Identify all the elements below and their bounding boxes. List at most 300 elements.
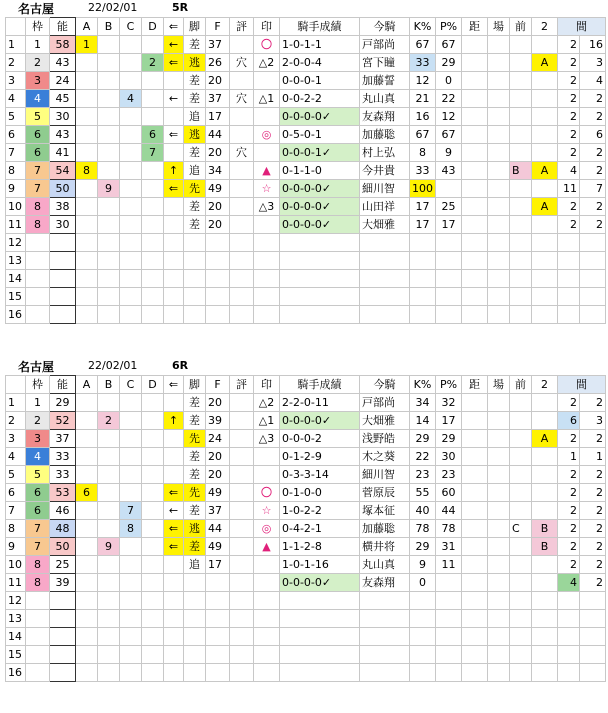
record-cell: 0-0-0-0✓: [280, 198, 360, 216]
header-blank: [6, 376, 26, 394]
col-b-cell: [98, 664, 120, 682]
kyo-cell: [462, 394, 488, 412]
record-cell: 0-0-0-0✓: [280, 216, 360, 234]
f-cell: 49: [206, 180, 230, 198]
jockey-cell: 今井貴: [360, 162, 410, 180]
record-cell: 0-0-0-2: [280, 430, 360, 448]
nou-cell: 45: [50, 90, 76, 108]
mae-cell: [510, 556, 532, 574]
col-b-cell: [98, 36, 120, 54]
column-header[interactable]: P%: [436, 18, 462, 36]
k-percent-cell: 33: [410, 54, 436, 72]
kyo-cell: [462, 270, 488, 288]
column-header[interactable]: 場: [488, 18, 510, 36]
f-cell: 20: [206, 216, 230, 234]
hyo-cell: [230, 126, 254, 144]
k-percent-cell: 8: [410, 144, 436, 162]
two-cell: [532, 574, 558, 592]
p-percent-cell: [436, 288, 462, 306]
col-a-cell: [76, 54, 98, 72]
row-number: 11: [6, 216, 26, 234]
column-header[interactable]: F: [206, 18, 230, 36]
column-header[interactable]: 2: [532, 376, 558, 394]
table-row[interactable]: [6, 412, 606, 430]
record-cell: 0-0-0-0✓: [280, 108, 360, 126]
jockey-cell: 横井将: [360, 538, 410, 556]
column-header[interactable]: 騎手成績: [280, 18, 360, 36]
col-d-cell: [142, 646, 164, 664]
kan2-cell: [580, 234, 606, 252]
mark-cell: [254, 288, 280, 306]
table-row[interactable]: [6, 430, 606, 448]
f-cell: [206, 628, 230, 646]
kyaku-cell: [184, 288, 206, 306]
kan2-cell: [580, 646, 606, 664]
waku-cell: 1: [26, 394, 50, 412]
table-row[interactable]: [6, 288, 606, 306]
two-cell: [532, 412, 558, 430]
kyaku-cell: 差: [184, 466, 206, 484]
column-header[interactable]: 印: [254, 18, 280, 36]
jockey-cell: 細川智: [360, 180, 410, 198]
table-row[interactable]: [6, 610, 606, 628]
ba-cell: [488, 538, 510, 556]
waku-cell: [26, 610, 50, 628]
column-header[interactable]: 騎手成績: [280, 376, 360, 394]
kan1-cell: 4: [558, 574, 580, 592]
column-header[interactable]: 枠: [26, 376, 50, 394]
column-header[interactable]: 間: [558, 376, 606, 394]
f-cell: [206, 252, 230, 270]
hyo-cell: [230, 198, 254, 216]
arrow-cell: [164, 144, 184, 162]
mae-cell: [510, 394, 532, 412]
f-cell: [206, 664, 230, 682]
record-cell: [280, 306, 360, 324]
column-header[interactable]: C: [120, 376, 142, 394]
nou-cell: [50, 234, 76, 252]
p-percent-cell: 32: [436, 394, 462, 412]
arrow-cell: ⇐: [164, 538, 184, 556]
jockey-cell: 菅原辰: [360, 484, 410, 502]
mae-cell: [510, 216, 532, 234]
hyo-cell: [230, 664, 254, 682]
table-row[interactable]: [6, 234, 606, 252]
col-a-cell: [76, 412, 98, 430]
col-c-cell: [120, 610, 142, 628]
column-header[interactable]: 距: [462, 18, 488, 36]
column-header[interactable]: 場: [488, 376, 510, 394]
kan1-cell: [558, 252, 580, 270]
k-percent-cell: 100: [410, 180, 436, 198]
col-d-cell: [142, 90, 164, 108]
col-a-cell: [76, 610, 98, 628]
arrow-cell: [164, 628, 184, 646]
column-header[interactable]: 評: [230, 18, 254, 36]
two-cell: B: [532, 520, 558, 538]
k-percent-cell: 23: [410, 466, 436, 484]
kan2-cell: 2: [580, 90, 606, 108]
col-a-cell: [76, 520, 98, 538]
table-header-row: [6, 18, 606, 36]
p-percent-cell: 25: [436, 198, 462, 216]
row-number: 5: [6, 108, 26, 126]
mae-cell: [510, 144, 532, 162]
k-percent-cell: 16: [410, 108, 436, 126]
column-header[interactable]: 能: [50, 18, 76, 36]
mark-cell: [254, 234, 280, 252]
col-d-cell: [142, 36, 164, 54]
col-b-cell: [98, 556, 120, 574]
jockey-cell: [360, 288, 410, 306]
kan1-cell: 2: [558, 484, 580, 502]
header-blank: [6, 18, 26, 36]
column-header[interactable]: 印: [254, 376, 280, 394]
hyo-cell: 穴: [230, 90, 254, 108]
col-a-cell: [76, 664, 98, 682]
two-cell: [532, 180, 558, 198]
hyo-cell: [230, 592, 254, 610]
table-row[interactable]: [6, 502, 606, 520]
table-row[interactable]: [6, 144, 606, 162]
kan1-cell: 2: [558, 144, 580, 162]
kan2-cell: 2: [580, 108, 606, 126]
table-row[interactable]: [6, 592, 606, 610]
column-header[interactable]: B: [98, 18, 120, 36]
column-header[interactable]: D: [142, 18, 164, 36]
table-row[interactable]: [6, 72, 606, 90]
k-percent-cell: [410, 646, 436, 664]
k-percent-cell: 22: [410, 448, 436, 466]
col-c-cell: [120, 394, 142, 412]
col-b-cell: [98, 108, 120, 126]
col-d-cell: [142, 610, 164, 628]
kyaku-cell: [184, 592, 206, 610]
nou-cell: 37: [50, 430, 76, 448]
two-cell: [532, 270, 558, 288]
ba-cell: [488, 234, 510, 252]
column-header[interactable]: 距: [462, 376, 488, 394]
col-b-cell: [98, 144, 120, 162]
kyaku-cell: 差: [184, 538, 206, 556]
row-number: 13: [6, 252, 26, 270]
k-percent-cell: [410, 288, 436, 306]
column-header[interactable]: C: [120, 18, 142, 36]
column-header[interactable]: 能: [50, 376, 76, 394]
kan1-cell: [558, 306, 580, 324]
arrow-cell: [164, 556, 184, 574]
table-row[interactable]: [6, 628, 606, 646]
kyaku-cell: [184, 628, 206, 646]
kyo-cell: [462, 664, 488, 682]
kan1-cell: 2: [558, 198, 580, 216]
col-d-cell: 2: [142, 54, 164, 72]
record-cell: 0-0-2-2: [280, 90, 360, 108]
column-header[interactable]: 評: [230, 376, 254, 394]
column-header[interactable]: 今騎: [360, 376, 410, 394]
row-number: 6: [6, 484, 26, 502]
column-header[interactable]: ⇐: [164, 376, 184, 394]
column-header[interactable]: K%: [410, 376, 436, 394]
jockey-cell: 戸部尚: [360, 36, 410, 54]
kyo-cell: [462, 252, 488, 270]
k-percent-cell: 40: [410, 502, 436, 520]
f-cell: 49: [206, 538, 230, 556]
column-header[interactable]: A: [76, 18, 98, 36]
kyo-cell: [462, 538, 488, 556]
jockey-cell: 村上弘: [360, 144, 410, 162]
column-header[interactable]: D: [142, 376, 164, 394]
arrow-cell: [164, 574, 184, 592]
table-row[interactable]: [6, 36, 606, 54]
table-row[interactable]: [6, 574, 606, 592]
kan1-cell: 2: [558, 538, 580, 556]
ba-cell: [488, 394, 510, 412]
kan2-cell: 2: [580, 556, 606, 574]
arrow-cell: ←: [164, 502, 184, 520]
table-row[interactable]: [6, 162, 606, 180]
kyaku-cell: [184, 234, 206, 252]
k-percent-cell: 12: [410, 72, 436, 90]
kan2-cell: 1: [580, 448, 606, 466]
ba-cell: [488, 216, 510, 234]
nou-cell: [50, 592, 76, 610]
kan2-cell: [580, 306, 606, 324]
column-header[interactable]: F: [206, 376, 230, 394]
column-header[interactable]: 今騎: [360, 18, 410, 36]
mark-cell: [254, 664, 280, 682]
waku-cell: 4: [26, 448, 50, 466]
mark-cell: △1: [254, 412, 280, 430]
table-row[interactable]: [6, 466, 606, 484]
f-cell: 20: [206, 198, 230, 216]
ba-cell: [488, 484, 510, 502]
col-a-cell: [76, 448, 98, 466]
waku-cell: 4: [26, 90, 50, 108]
col-b-cell: [98, 628, 120, 646]
p-percent-cell: 12: [436, 108, 462, 126]
entries-table: [5, 375, 606, 682]
record-cell: 0-1-0-0: [280, 484, 360, 502]
mae-cell: [510, 270, 532, 288]
hyo-cell: [230, 270, 254, 288]
k-percent-cell: 0: [410, 574, 436, 592]
column-header[interactable]: K%: [410, 18, 436, 36]
hyo-cell: [230, 448, 254, 466]
f-cell: 26: [206, 54, 230, 72]
table-row[interactable]: [6, 252, 606, 270]
row-number: 3: [6, 430, 26, 448]
record-cell: [280, 664, 360, 682]
p-percent-cell: [436, 306, 462, 324]
ba-cell: [488, 592, 510, 610]
hyo-cell: [230, 412, 254, 430]
table-row[interactable]: [6, 126, 606, 144]
mark-cell: △2: [254, 394, 280, 412]
column-header[interactable]: 前: [510, 18, 532, 36]
two-cell: [532, 448, 558, 466]
col-a-cell: [76, 592, 98, 610]
entries-table: [5, 17, 606, 324]
kyaku-cell: 逃: [184, 54, 206, 72]
col-a-cell: 1: [76, 36, 98, 54]
column-header[interactable]: 枠: [26, 18, 50, 36]
row-number: 9: [6, 180, 26, 198]
mark-cell: ▲: [254, 162, 280, 180]
table-row[interactable]: [6, 198, 606, 216]
record-cell: 0-3-3-14: [280, 466, 360, 484]
table-row[interactable]: [6, 448, 606, 466]
hyo-cell: [230, 394, 254, 412]
kan1-cell: [558, 664, 580, 682]
column-header[interactable]: 脚: [184, 18, 206, 36]
row-number: 7: [6, 144, 26, 162]
waku-cell: 7: [26, 162, 50, 180]
p-percent-cell: [436, 664, 462, 682]
record-cell: [280, 270, 360, 288]
table-row[interactable]: [6, 306, 606, 324]
column-header[interactable]: B: [98, 376, 120, 394]
two-cell: [532, 252, 558, 270]
col-a-cell: [76, 288, 98, 306]
nou-cell: [50, 306, 76, 324]
kan1-cell: 2: [558, 54, 580, 72]
ba-cell: [488, 610, 510, 628]
arrow-cell: [164, 646, 184, 664]
col-c-cell: 8: [120, 520, 142, 538]
col-c-cell: [120, 306, 142, 324]
jockey-cell: [360, 628, 410, 646]
f-cell: 17: [206, 108, 230, 126]
table-row[interactable]: [6, 646, 606, 664]
table-row[interactable]: [6, 556, 606, 574]
table-header-row: [6, 376, 606, 394]
f-cell: [206, 592, 230, 610]
col-a-cell: [76, 108, 98, 126]
col-d-cell: [142, 72, 164, 90]
mark-cell: 〇: [254, 484, 280, 502]
hyo-cell: [230, 72, 254, 90]
col-b-cell: 2: [98, 412, 120, 430]
arrow-cell: ↑: [164, 162, 184, 180]
kyaku-cell: [184, 574, 206, 592]
table-row[interactable]: [6, 108, 606, 126]
k-percent-cell: [410, 234, 436, 252]
mae-cell: [510, 502, 532, 520]
two-cell: [532, 610, 558, 628]
table-row[interactable]: [6, 538, 606, 556]
kyaku-cell: 差: [184, 216, 206, 234]
mae-cell: [510, 592, 532, 610]
kan2-cell: 3: [580, 54, 606, 72]
column-header[interactable]: 間: [558, 18, 606, 36]
record-cell: [280, 592, 360, 610]
f-cell: 44: [206, 520, 230, 538]
kan2-cell: 2: [580, 484, 606, 502]
table-row[interactable]: [6, 520, 606, 538]
arrow-cell: ⇐: [164, 180, 184, 198]
table-row[interactable]: [6, 216, 606, 234]
nou-cell: 25: [50, 556, 76, 574]
mark-cell: [254, 574, 280, 592]
kyo-cell: [462, 646, 488, 664]
p-percent-cell: 11: [436, 556, 462, 574]
column-header[interactable]: 前: [510, 376, 532, 394]
kan2-cell: 2: [580, 216, 606, 234]
record-cell: 2-0-0-4: [280, 54, 360, 72]
col-d-cell: [142, 270, 164, 288]
table-row[interactable]: [6, 270, 606, 288]
row-number: 10: [6, 556, 26, 574]
waku-cell: [26, 306, 50, 324]
kan1-cell: 2: [558, 466, 580, 484]
jockey-cell: 浅野皓: [360, 430, 410, 448]
table-row[interactable]: [6, 664, 606, 682]
two-cell: [532, 466, 558, 484]
col-a-cell: [76, 646, 98, 664]
table-row[interactable]: [6, 180, 606, 198]
column-header[interactable]: 2: [532, 18, 558, 36]
column-header[interactable]: A: [76, 376, 98, 394]
table-row[interactable]: [6, 90, 606, 108]
jockey-cell: [360, 306, 410, 324]
jockey-cell: 大畑雅: [360, 216, 410, 234]
table-row[interactable]: [6, 394, 606, 412]
col-d-cell: [142, 252, 164, 270]
kan1-cell: 2: [558, 520, 580, 538]
row-number: 2: [6, 412, 26, 430]
col-b-cell: 9: [98, 538, 120, 556]
k-percent-cell: [410, 270, 436, 288]
mark-cell: [254, 72, 280, 90]
row-number: 6: [6, 126, 26, 144]
col-c-cell: [120, 664, 142, 682]
col-d-cell: [142, 664, 164, 682]
arrow-cell: ⇐: [164, 520, 184, 538]
col-c-cell: [120, 430, 142, 448]
col-a-cell: 6: [76, 484, 98, 502]
col-c-cell: [120, 108, 142, 126]
table-row[interactable]: [6, 484, 606, 502]
kyo-cell: [462, 234, 488, 252]
kyo-cell: [462, 306, 488, 324]
arrow-cell: [164, 216, 184, 234]
col-c-cell: [120, 144, 142, 162]
kyaku-cell: 先: [184, 484, 206, 502]
two-cell: A: [532, 430, 558, 448]
col-d-cell: [142, 234, 164, 252]
kan1-cell: [558, 234, 580, 252]
column-header[interactable]: ⇐: [164, 18, 184, 36]
col-d-cell: 6: [142, 126, 164, 144]
nou-cell: 33: [50, 466, 76, 484]
column-header[interactable]: 脚: [184, 376, 206, 394]
record-cell: 0-0-0-0✓: [280, 180, 360, 198]
jockey-cell: [360, 646, 410, 664]
kan2-cell: 3: [580, 412, 606, 430]
jockey-cell: 塚本征: [360, 502, 410, 520]
col-b-cell: [98, 126, 120, 144]
col-a-cell: [76, 72, 98, 90]
table-row[interactable]: [6, 54, 606, 72]
record-cell: [280, 234, 360, 252]
col-a-cell: [76, 216, 98, 234]
two-cell: [532, 90, 558, 108]
k-percent-cell: 9: [410, 556, 436, 574]
arrow-cell: [164, 288, 184, 306]
column-header[interactable]: P%: [436, 376, 462, 394]
col-b-cell: [98, 90, 120, 108]
